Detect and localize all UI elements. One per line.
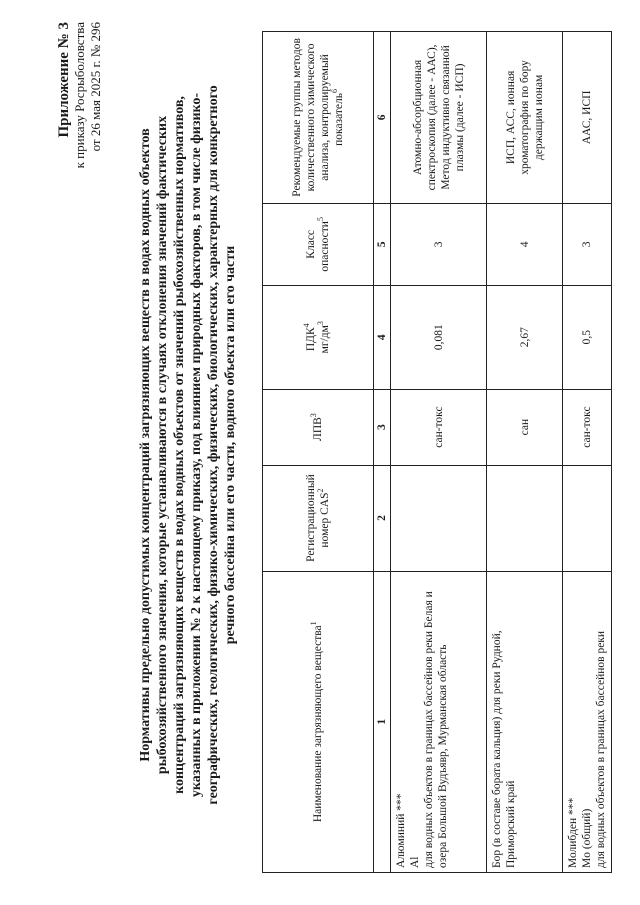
cas-number xyxy=(563,465,612,571)
pollutant-name: Бор (в составе бората кальция) для реки Рудной, Приморский край xyxy=(487,571,563,872)
col-number: 6 xyxy=(374,32,391,204)
header-methods: Рекомендуемые группы методов количественного химического анализа, контролируемый показатель$^6$ xyxy=(263,32,374,204)
lpv-value: сан xyxy=(487,389,563,465)
document-title: Нормативы предельно допустимых концентраций загрязняющих веществ в водах водных объектов рыбохозяйственного значения, которые устанавливаются в случаях отклонения значений фактических концентраций загрязняющих веществ в водах водных объектов от значений рыбохозяйственных нормативов, указанных в приложении № 2 к настоящему приказу, под влиянием природных факторов, в том числе физико-географических, геологических, физико-химических, физических, биологических, характерных для конкретного речного бассейна или его части, водного объекта или его части xyxy=(138,85,238,805)
pdk-value: 0,5 xyxy=(563,285,612,389)
col-number: 1 xyxy=(374,571,391,872)
analysis-methods: ИСП, АСС, ионная хроматография по бору держащим ионам xyxy=(487,32,563,204)
header-hazard: Класс опасности$^5$ xyxy=(263,203,374,285)
col-number: 5 xyxy=(374,203,391,285)
pdk-value: 0,081 xyxy=(391,285,487,389)
table-row xyxy=(487,32,563,873)
appendix-date: от 26 мая 2025 г. № 296 xyxy=(88,22,103,152)
col-number: 4 xyxy=(374,285,391,389)
column-number-row xyxy=(374,32,391,873)
lpv-value: сан-токс xyxy=(563,389,612,465)
table-row xyxy=(391,32,487,873)
header-pdk: ПДК$^4$ $мг/дм^3$ xyxy=(263,285,374,389)
lpv-value: сан-токс xyxy=(391,389,487,465)
col-number: 2 xyxy=(374,465,391,571)
header-lpv: ЛПВ$^3$ xyxy=(263,389,374,465)
appendix-header xyxy=(56,22,104,168)
header-cas: Регистрационный номер CAS$^2$ xyxy=(263,465,374,571)
header-name: Наименование загрязняющего вещества$^1$ xyxy=(263,571,374,872)
analysis-methods: Атомно-абсорбционная спектроскопия (далее - ААС), Метод индуктивно связанной плазмы (далее - ИСП) xyxy=(391,32,487,204)
col-number: 3 xyxy=(374,389,391,465)
table-header-row xyxy=(263,32,374,873)
pdk-value: 2,67 xyxy=(487,285,563,389)
pollutant-name: Молибден *** Mo (общий) для водных объектов в границах бассейнов реки xyxy=(563,571,612,872)
pollutant-name: Алюминий *** Al для водных объектов в границах бассейнов реки Белая и озера Большой Вудъявр, Мурманская область xyxy=(391,571,487,872)
hazard-class: 3 xyxy=(391,203,487,285)
hazard-class: 3 xyxy=(563,203,612,285)
hazard-class: 4 xyxy=(487,203,563,285)
appendix-title: Приложение № 3 xyxy=(56,22,72,138)
cas-number xyxy=(487,465,563,571)
appendix-order: к приказу Росрыболовства xyxy=(72,22,87,169)
pollutant-table xyxy=(262,31,612,873)
analysis-methods: ААС, ИСП xyxy=(563,32,612,204)
cas-number xyxy=(391,465,487,571)
table-row xyxy=(563,32,612,873)
